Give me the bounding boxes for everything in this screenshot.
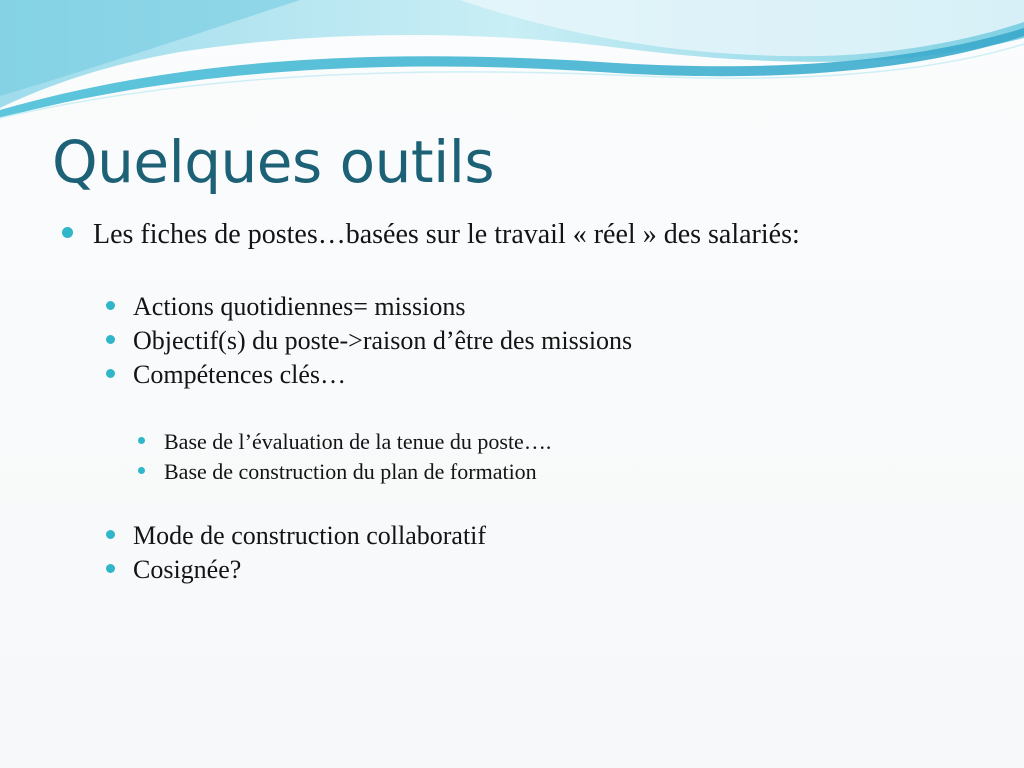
bullet-evaluation <box>138 429 551 455</box>
header-wave-decoration <box>0 0 1024 130</box>
bullet-evaluation-text: Base de l’évaluation de la tenue du poste…. <box>164 429 552 454</box>
bullet-dot-icon <box>138 467 145 474</box>
bullet-dot-icon <box>62 227 73 238</box>
bullet-dot-icon <box>106 301 115 310</box>
bullet-competences <box>106 360 346 390</box>
bullet-main-text: Les fiches de postes…basées sur le travail « réel » des salariés: <box>93 219 800 250</box>
bullet-actions-text: Actions quotidiennes= missions <box>133 292 466 321</box>
bullet-objectifs <box>106 326 632 356</box>
bullet-dot-icon <box>106 530 115 539</box>
bullet-collaboratif <box>106 521 486 551</box>
bullet-collaboratif-text: Mode de construction collaboratif <box>133 521 487 550</box>
bullet-cosignee-text: Cosignée? <box>133 555 242 584</box>
bullet-dot-icon <box>106 335 115 344</box>
bullet-dot-icon <box>106 369 115 378</box>
bullet-cosignee <box>106 555 241 585</box>
slide-title: Quelques outils <box>52 128 495 196</box>
bullet-dot-icon <box>106 564 115 573</box>
bullet-formation <box>138 459 537 485</box>
bullet-main <box>62 219 800 251</box>
bullet-actions <box>106 292 465 322</box>
bullet-objectifs-text: Objectif(s) du poste->raison d’être des missions <box>133 326 633 355</box>
bullet-competences-text: Compétences clés… <box>133 360 346 389</box>
bullet-formation-text: Base de construction du plan de formation <box>164 459 537 484</box>
bullet-dot-icon <box>138 437 145 444</box>
